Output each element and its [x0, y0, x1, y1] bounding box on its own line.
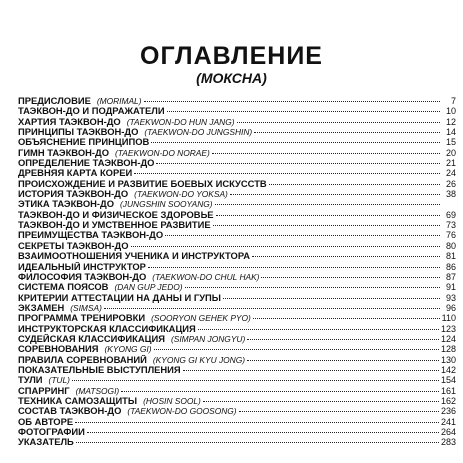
dot-leader	[76, 442, 439, 443]
toc-entry	[18, 334, 456, 344]
toc-entry-title: ТАЭКВОН-ДО И ПОДРАЖАТЕЛИ	[18, 106, 165, 117]
toc-entry-page-number: 91	[445, 282, 456, 293]
toc-entry	[18, 137, 456, 147]
dot-leader	[134, 173, 440, 174]
toc-entry	[18, 199, 456, 209]
toc-entry-title: КРИТЕРИИ АТТЕСТАЦИИ НА ДАНЫ И ГУПЫ	[18, 292, 221, 303]
dot-leader	[203, 401, 439, 402]
toc-entry-romanization: (TAEKWON-DO NORAE)	[115, 147, 210, 158]
toc-entry-romanization: (SIMSA)	[70, 302, 102, 313]
dot-leader	[72, 380, 439, 381]
dot-leader	[213, 225, 440, 226]
toc-entry-page-number: 24	[445, 168, 456, 179]
dot-leader	[212, 153, 440, 154]
toc-entry-page-number: 7	[450, 96, 456, 106]
toc-entry-title: СОРЕВНОВАНИЯ	[18, 344, 99, 355]
toc-entry-page-number: 20	[445, 147, 456, 158]
dot-leader	[165, 235, 440, 236]
toc-entry-page-number: 162	[440, 395, 456, 406]
toc-entry-title: СУДЕЙСКАЯ КЛАССИФИКАЦИЯ	[18, 333, 165, 344]
dot-leader	[167, 111, 440, 112]
toc-entry-romanization: (HOSIN SOOL)	[143, 395, 201, 406]
toc-entry-romanization: (KYONG GI KYU JONG)	[152, 354, 246, 365]
toc-entry-title: ДРЕВНЯЯ КАРТА КОРЕИ	[18, 168, 133, 179]
toc-entry-title: ПРАВИЛА СОРЕВНОВАНИЙ	[18, 354, 147, 365]
toc-entry-page-number: 123	[440, 323, 456, 334]
dot-leader	[230, 194, 440, 195]
dot-leader	[75, 422, 439, 423]
toc-entry	[18, 158, 456, 168]
toc-entry	[18, 96, 456, 106]
toc-entry-title: ГИМН ТАЭКВОН-ДО	[18, 147, 109, 158]
dot-leader	[156, 163, 440, 164]
toc-entry-page-number: 241	[440, 416, 456, 427]
toc-entry-romanization: (KYONG GI)	[104, 344, 152, 355]
toc-entry-romanization: (TAEKWON-DO GOOSONG)	[127, 406, 237, 417]
toc-entry	[18, 262, 456, 272]
toc-entry	[18, 148, 456, 158]
toc-entry-page-number: 110	[441, 313, 456, 324]
dot-leader	[121, 391, 439, 392]
toc-entry-romanization: (DAN GUP JEDO)	[114, 282, 183, 293]
toc-entry	[18, 427, 456, 437]
toc-entry	[18, 437, 456, 447]
dot-leader	[216, 215, 440, 216]
toc-entry	[18, 210, 456, 220]
toc-entry-page-number: 130	[440, 354, 456, 365]
toc-entry	[18, 127, 456, 137]
toc-entry	[18, 355, 456, 365]
toc-entry-page-number: 21	[445, 158, 456, 169]
toc-entry-page-number: 264	[440, 427, 456, 437]
toc-entry	[18, 117, 456, 127]
toc-entry-romanization: (SIMPAN JONGYU)	[170, 333, 246, 344]
toc-entry-title: ТЕХНИКА САМОЗАЩИТЫ	[18, 395, 138, 406]
toc-entry-page-number: 236	[440, 406, 456, 417]
toc-entry-title: ПРОГРАММА ТРЕНИРОВКИ	[18, 313, 146, 324]
toc-entry	[18, 282, 456, 292]
toc-entry	[18, 386, 456, 396]
toc-entry	[18, 220, 456, 230]
dot-leader	[247, 360, 439, 361]
toc-entry-title: ОБЪЯСНЕНИЕ ПРИНЦИПОВ	[18, 137, 150, 148]
toc-entry	[18, 344, 456, 354]
dot-leader	[151, 142, 440, 143]
toc-entry-title: ПОКАЗАТЕЛЬНЫЕ ВЫСТУПЛЕНИЯ	[18, 364, 181, 375]
dot-leader	[252, 256, 440, 257]
toc-entry-title: ЭТИКА ТАЭКВОН-ДО	[18, 199, 114, 210]
dot-leader	[223, 298, 440, 299]
toc-entry-page-number: 14	[445, 127, 456, 138]
toc-entry-title: ЭКЗАМЕН	[18, 302, 65, 313]
toc-entry-title: ПРИНЦИПЫ ТАЭКВОН-ДО	[18, 127, 139, 138]
table-of-contents	[18, 96, 456, 448]
dot-leader	[185, 287, 440, 288]
dot-leader	[269, 184, 440, 185]
toc-entry-page-number: 38	[445, 189, 456, 200]
toc-entry-page-number: 87	[445, 271, 456, 282]
toc-entry	[18, 303, 456, 313]
toc-entry	[18, 313, 456, 323]
toc-entry-page-number: 154	[440, 375, 456, 386]
toc-entry-title: ПРОИСХОЖДЕНИЕ И РАЗВИТИЕ БОЕВЫХ ИСКУССТВ	[18, 178, 267, 189]
page-title: ОГЛАВЛЕНИЕ	[140, 42, 323, 70]
toc-entry-page-number: 161	[440, 385, 456, 396]
toc-entry	[18, 168, 456, 178]
toc-entry-page-number: 15	[445, 137, 456, 148]
toc-entry-page-number: 26	[445, 178, 456, 189]
toc-entry	[18, 272, 456, 282]
toc-entry	[18, 417, 456, 427]
dot-leader	[104, 308, 440, 309]
dot-leader	[254, 132, 440, 133]
toc-entry-romanization: (TUL)	[48, 375, 70, 386]
page-subtitle: (МОКСНА)	[196, 70, 267, 86]
dot-leader	[87, 432, 439, 433]
toc-entry-title: СПАРРИНГ	[18, 385, 70, 396]
toc-entry-page-number: 86	[445, 261, 456, 272]
toc-entry-title: ИНСТРУКТОРСКАЯ КЛАССИФИКАЦИЯ	[18, 323, 196, 334]
toc-entry-title: ТУЛИ	[18, 375, 43, 386]
dot-leader	[183, 370, 439, 371]
toc-entry	[18, 251, 456, 261]
dot-leader	[148, 267, 440, 268]
toc-entry-romanization: (TAEKWON-DO YOKSA)	[134, 189, 228, 200]
toc-entry	[18, 396, 456, 406]
toc-entry-title: ФОТОГРАФИИ	[18, 427, 85, 437]
toc-entry	[18, 241, 456, 251]
toc-entry-page-number: 10	[445, 106, 456, 117]
toc-entry-title: ПРЕИМУЩЕСТВА ТАЭКВОН-ДО	[18, 230, 164, 241]
toc-entry-title: ИСТОРИЯ ТАЭКВОН-ДО	[18, 189, 129, 200]
toc-entry-romanization: (TAEKWON-DO JUNGSHIN)	[144, 127, 253, 138]
dot-leader	[144, 101, 440, 102]
toc-entry-title: СИСТЕМА ПОЯСОВ	[18, 282, 109, 293]
dot-leader	[198, 329, 439, 330]
dot-leader	[247, 339, 439, 340]
dot-leader	[239, 411, 439, 412]
dot-leader	[261, 277, 440, 278]
toc-entry	[18, 293, 456, 303]
toc-entry-romanization: (SOORYON GEHEK PYO)	[151, 313, 251, 324]
toc-entry-page-number: 142	[440, 364, 456, 375]
toc-entry-title: ВЗАИМООТНОШЕНИЯ УЧЕНИКА И ИНСТРУКТОРА	[18, 251, 251, 262]
dot-leader	[253, 318, 440, 319]
toc-entry-page-number: 124	[440, 333, 456, 344]
toc-entry-title: ОПРЕДЕЛЕНИЕ ТАЭКВОН-ДО	[18, 158, 155, 169]
toc-entry-romanization: (TAEKWON-DO HUN JANG)	[126, 116, 235, 127]
toc-entry-title: УКАЗАТЕЛЬ	[18, 437, 74, 448]
toc-entry-page-number: 76	[445, 230, 456, 241]
toc-entry-romanization: (MATSOGI)	[75, 385, 120, 396]
dot-leader	[154, 349, 439, 350]
toc-entry-title: СЕКРЕТЫ ТАЭКВОН-ДО	[18, 240, 129, 251]
toc-entry	[18, 406, 456, 416]
toc-entry-title: СОСТАВ ТАЭКВОН-ДО	[18, 406, 122, 417]
toc-entry	[18, 179, 456, 189]
toc-entry-page-number: 69	[445, 209, 456, 220]
toc-entry-page-number: 93	[445, 292, 456, 303]
toc-entry-page-number: 128	[440, 344, 456, 355]
toc-entry-romanization: (TAEKWON-DO CHUL HAK)	[152, 271, 260, 282]
toc-entry-page-number: 12	[445, 116, 456, 127]
toc-entry-title: ФИЛОСОФИЯ ТАЭКВОН-ДО	[18, 271, 147, 282]
dot-leader	[237, 122, 440, 123]
dot-leader	[131, 246, 440, 247]
toc-entry-title: ТАЭКВОН-ДО И УМСТВЕННОЕ РАЗВИТИЕ	[18, 220, 211, 231]
toc-entry-title: ИДЕАЛЬНЫЙ ИНСТРУКТОР	[18, 261, 146, 272]
toc-entry-title: ОБ АВТОРЕ	[18, 416, 74, 427]
toc-entry-title: ХАРТИЯ ТАЭКВОН-ДО	[18, 116, 121, 127]
toc-entry-romanization: (JUNGSHIN SOOYANG)	[120, 199, 213, 210]
toc-entry	[18, 106, 456, 116]
toc-entry	[18, 189, 456, 199]
toc-entry-title: ТАЭКВОН-ДО И ФИЗИЧЕСКОЕ ЗДОРОВЬЕ	[18, 209, 214, 220]
toc-entry-romanization: (MORIMAL)	[96, 96, 142, 106]
toc-entry-page-number: 96	[445, 302, 456, 313]
toc-entry-page-number: 73	[445, 220, 456, 231]
toc-entry	[18, 375, 456, 385]
dot-leader	[215, 204, 440, 205]
toc-entry-page-number: 283	[440, 437, 456, 448]
toc-entry-page-number: 81	[445, 251, 456, 262]
toc-entry	[18, 324, 456, 334]
toc-entry-page-number: 80	[445, 240, 456, 251]
toc-entry-title: ПРЕДИСЛОВИЕ	[18, 96, 91, 106]
toc-entry	[18, 230, 456, 240]
toc-entry	[18, 365, 456, 375]
